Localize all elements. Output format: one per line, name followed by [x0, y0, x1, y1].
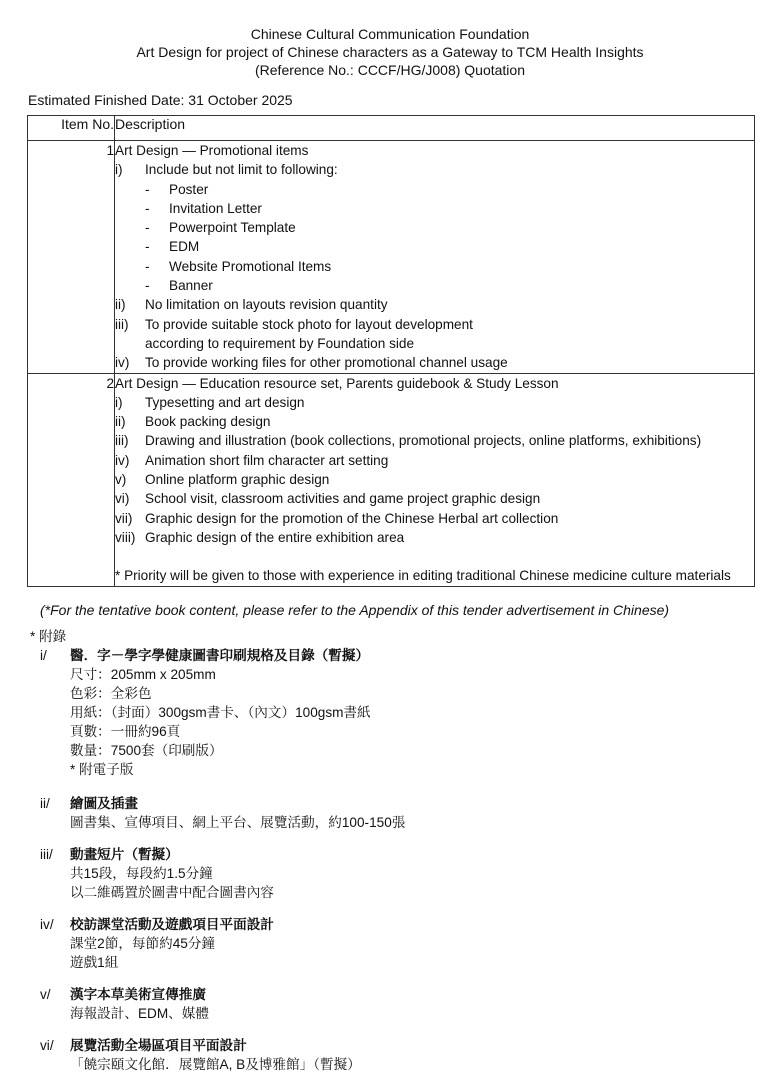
list-item: v) Online platform graphic design [115, 472, 330, 488]
column-header-description: Description [115, 116, 755, 141]
quotation-table [27, 115, 755, 587]
estimated-finished-date: Estimated Finished Date: 31 October 2025 [28, 92, 293, 108]
list-item: viii) Graphic design of the entire exhibition area [115, 529, 405, 545]
item-number: 1 [28, 141, 115, 374]
appendix-section: iii/ 動畫短片（暫擬） 共15段，每段約1.5分鐘 以二維碼置於圖書中配合圖書內容 [30, 845, 405, 902]
table-row [28, 373, 755, 586]
section-title: 繪圖及插畫 [70, 796, 138, 811]
list-item: vii) Graphic design for the promotion of the Chinese Herbal art collection [115, 510, 559, 526]
section-title: 漢字本草美術宣傳推廣 [70, 987, 206, 1002]
reference-line: (Reference No.: CCCF/HG/J008) Quotation [255, 62, 525, 78]
bullet-item: - Poster [145, 181, 209, 197]
bullet-item: - EDM [145, 239, 200, 255]
list-item: ii) No limitation on layouts revision quantity [115, 297, 388, 313]
appendix-section: i/ 醫．字－學字學健康圖書印刷規格及目錄（暫擬） 尺寸：205mm x 205mm 色彩：全彩色 用紙：（封面）300gsm書卡、（內文）100gsm書紙 頁數：一冊約96頁 數量：7500套（印刷版） * 附電子版 [30, 646, 405, 779]
section-title: 校訪課堂活動及遊戲項目平面設計 [70, 917, 274, 932]
appendix-section: v/ 漢字本草美術宣傳推廣 海報設計、EDM、媒體 [30, 985, 405, 1023]
appendix-label: * 附錄 [30, 629, 67, 644]
list-item: iv) Animation short film character art setting [115, 452, 389, 468]
appendix-section: vi/ 展覽活動全場區項目平面設計 「饒宗頤文化館．展覽館A, B及博雅館」（暫擬） [30, 1036, 405, 1074]
appendix-section: iv/ 校訪課堂活動及遊戲項目平面設計 課堂2節，每節約45分鐘 遊戲1組 [30, 915, 405, 972]
item-title: Art Design — Education resource set, Parents guidebook & Study Lesson [115, 375, 559, 391]
item-description [115, 141, 755, 374]
bullet-item: - Banner [145, 278, 213, 294]
item-description [115, 373, 755, 586]
table-row [28, 141, 755, 374]
project-title: Art Design for project of Chinese characters as a Gateway to TCM Health Insights [136, 44, 644, 60]
list-item-continuation: according to requirement by Foundation side [145, 335, 415, 351]
list-item: i) Typesetting and art design [115, 394, 305, 410]
item-number: 2 [28, 373, 115, 586]
foundation-name: Chinese Cultural Communication Foundation [250, 26, 530, 42]
list-item: iii) Drawing and illustration (book collections, promotional projects, online platforms, exhibitions) [115, 433, 702, 449]
bullet-item: - Website Promotional Items [145, 258, 332, 274]
item-title: Art Design — Promotional items [115, 143, 309, 158]
appendix-section: ii/ 繪圖及插畫 圖書集、宣傳項目、網上平台、展覽活動，約100-150張 [40, 796, 406, 830]
section-title: 動畫短片（暫擬） [70, 847, 179, 862]
bullet-item: - Powerpoint Template [145, 220, 296, 236]
section-title: 展覽活動全場區項目平面設計 [70, 1038, 247, 1053]
footnote: (*For the tentative book content, please refer to the Appendix of this tender advertisement in Chinese) [40, 602, 670, 618]
list-item: i) Include but not limit to following: [115, 162, 338, 178]
list-item: iii) To provide suitable stock photo for layout development [115, 316, 473, 332]
table-header-row [28, 116, 755, 141]
section-title: 醫．字－學字學健康圖書印刷規格及目錄（暫擬） [70, 648, 370, 663]
list-item: iv) To provide working files for other promotional channel usage [115, 355, 508, 371]
priority-note: * Priority will be given to those with experience in editing traditional Chinese medicine culture materials [115, 568, 731, 584]
document-header [0, 25, 780, 79]
column-header-item-no: Item No. [28, 116, 115, 141]
bullet-item: - Invitation Letter [145, 200, 262, 216]
list-item: ii) Book packing design [115, 414, 271, 430]
list-item: vi) School visit, classroom activities and game project graphic design [115, 491, 541, 507]
appendix [30, 627, 405, 1087]
